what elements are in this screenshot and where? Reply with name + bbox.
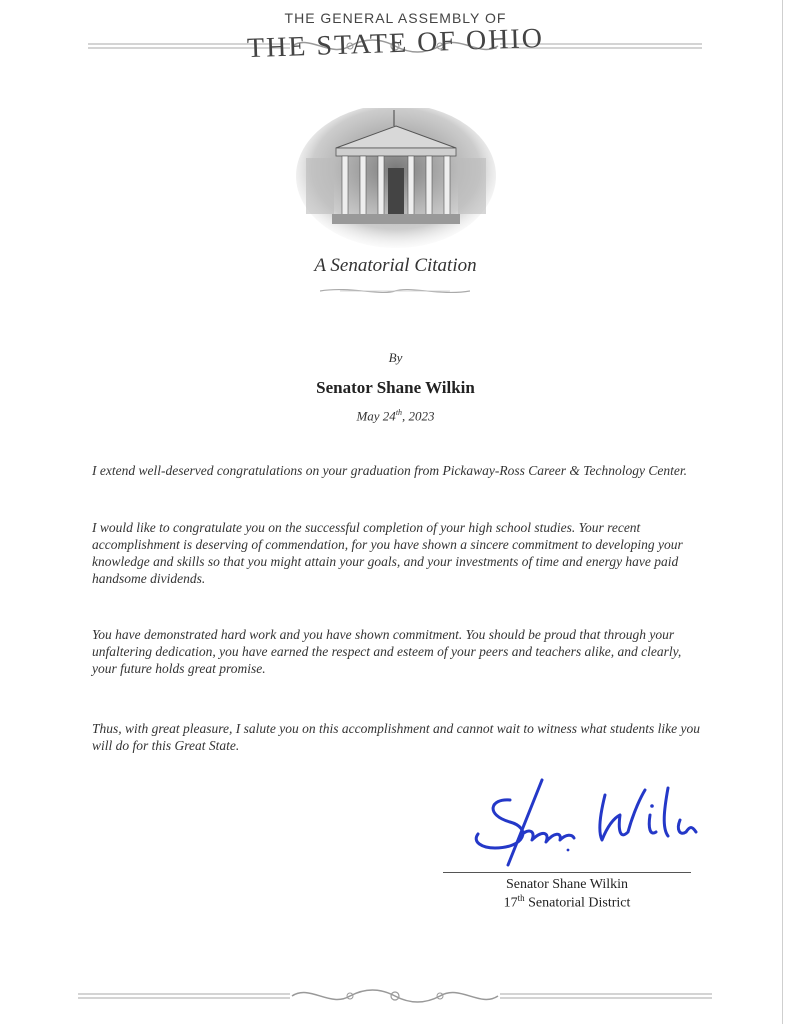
date-month-day: May 24	[356, 408, 396, 424]
by-label: By	[388, 350, 403, 365]
district-number: 17	[503, 895, 518, 911]
paragraph-hard-work: You have demonstrated hard work and you have shown commitment. You should be proud that through your unfaltering dedication, you have earned the respect and esteem of your peers and teachers alike, and clearly, your future holds great promise.	[92, 627, 682, 676]
flourish-divider	[320, 284, 470, 298]
paragraph-congratulations: I extend well-deserved congratulations on your graduation from Pickaway-Ross Career & Technology Center.	[92, 463, 688, 478]
statehouse-icon	[296, 108, 496, 248]
assembly-heading: THE GENERAL ASSEMBLY OF	[284, 10, 507, 26]
paragraph-accomplishment: I would like to congratulate you on the successful completion of your high school studies. Your recent accomplishment is deserving of commendation, for you have shown a sincere commitment to developing your knowledge and skills so that you might attain your goals, and your investments of time and energy have paid handsome dividends.	[92, 520, 683, 586]
citation-title: A Senatorial Citation	[314, 255, 477, 276]
state-heading: THE STATE OF OHIO	[246, 22, 545, 65]
bottom-ornament-border	[0, 984, 791, 1008]
signature-line	[443, 872, 691, 873]
citation-date	[0, 408, 791, 424]
district-label: Senatorial District	[524, 895, 631, 911]
handwritten-signature	[470, 770, 700, 870]
date-year: , 2023	[402, 408, 435, 424]
senator-name: Senator Shane Wilkin	[316, 378, 475, 397]
signatory-name: Senator Shane Wilkin	[505, 877, 629, 892]
date-ordinal: th	[395, 408, 403, 417]
senatorial-district	[443, 893, 691, 912]
paragraph-salute: Thus, with great pleasure, I salute you on this accomplishment and cannot wait to witness what students like you will do for this Great State.	[92, 721, 700, 753]
district-ordinal: th	[517, 893, 525, 903]
page-edge	[782, 0, 783, 1024]
